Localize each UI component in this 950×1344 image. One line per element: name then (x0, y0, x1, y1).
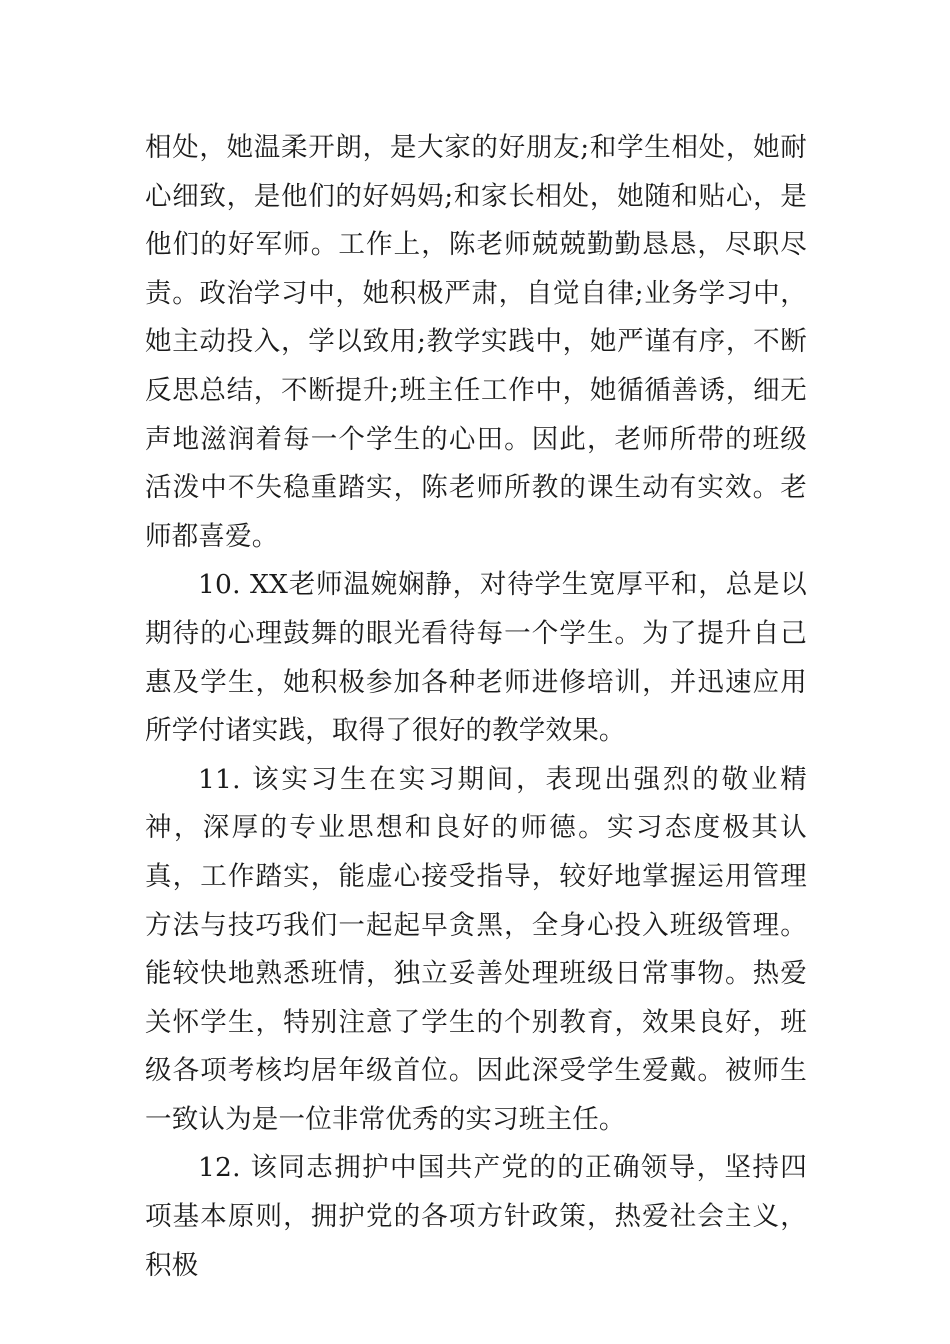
paragraph-item-11: 11. 该实习生在实习期间，表现出强烈的敬业精神，深厚的专业思想和良好的师德。实习态度极其认真，工作踏实，能虚心接受指导，较好地掌握运用管理方法与技巧我们一起起早贪黑，全身心投入班级管理。能较快地熟悉班情，独立妥善处理班级日常事物。热爱关怀学生，特别注意了学生的个别教育，效果良好，班级各项考核均居年级首位。因此深受学生爱戴。被师生一致认为是一位非常优秀的实习班主任。 (145, 763, 807, 1135)
paragraph-item-10: 10. XX老师温婉娴静，对待学生宽厚平和，总是以期待的心理鼓舞的眼光看待每一个学生。为了提升自己惠及学生，她积极参加各种老师进修培训，并迅速应用所学付诸实践，取得了很好的教学效果。 (145, 569, 807, 747)
document-body (145, 124, 807, 1290)
paragraph-item-12: 12. 该同志拥护中国共产党的的正确领导，坚持四项基本原则，拥护党的各项方针政策，热爱社会主义，积极 (145, 1152, 807, 1281)
paragraph-continuation: 相处，她温柔开朗，是大家的好朋友;和学生相处，她耐心细致，是他们的好妈妈;和家长相处，她随和贴心，是他们的好军师。工作上，陈老师兢兢勤勤恳恳，尽职尽责。政治学习中，她积极严肃，自觉自律;业务学习中，她主动投入，学以致用;教学实践中，她严谨有序，不断反思总结，不断提升;班主任工作中，她循循善诱，细无声地滋润着每一个学生的心田。因此，老师所带的班级活泼中不失稳重踏实，陈老师所教的课生动有实效。老师都喜爱。 (145, 132, 807, 552)
